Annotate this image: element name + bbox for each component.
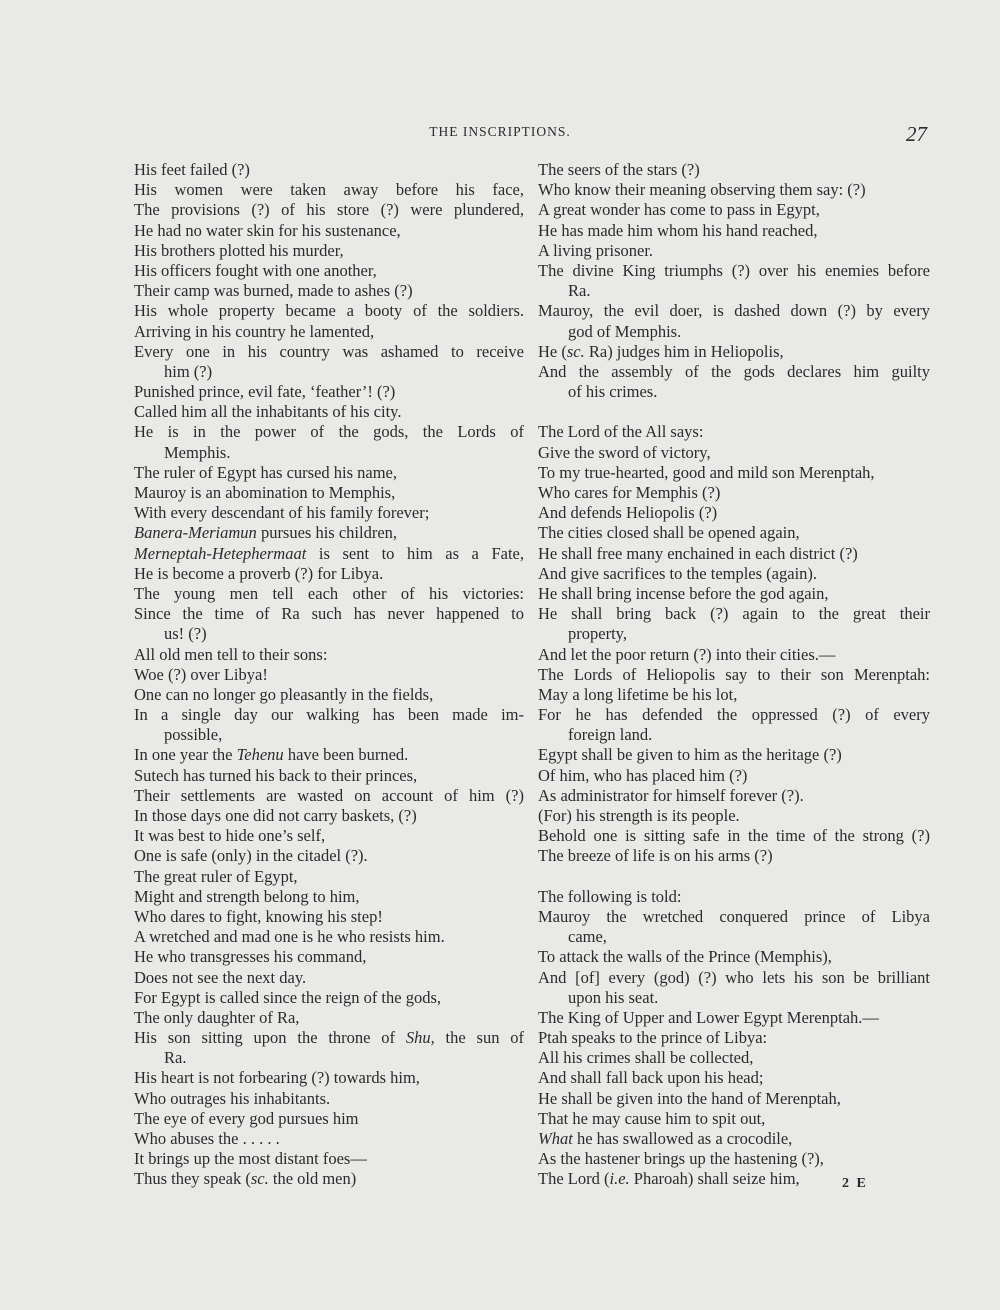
- verse-line: [134, 846, 524, 866]
- verse-line: [538, 503, 930, 523]
- verse-text: His feet failed (?): [134, 160, 250, 179]
- verse-text: came,: [568, 927, 607, 947]
- verse-text: the sun of: [434, 1028, 525, 1048]
- verse-text: Punished prince, evil fate, ‘feather’! (?): [134, 382, 396, 402]
- verse-line: [134, 725, 524, 745]
- verse-line: [134, 1169, 524, 1189]
- verse-text: He shall bring back (?) again to the great their: [538, 604, 930, 624]
- verse-text: As the hastener brings up the hastening (?),: [538, 1149, 824, 1169]
- verse-line: [538, 564, 930, 584]
- verse-text: (For) his strength is its people.: [538, 806, 740, 825]
- verse-line: [538, 685, 930, 705]
- verse-line: [134, 826, 524, 846]
- verse-text: The ruler of Egypt has cursed his name,: [134, 462, 398, 482]
- verse-text: He had no water skin for his sustenance,: [134, 220, 401, 240]
- verse-text: Mauroy is an abomination to Memphis,: [134, 483, 396, 502]
- verse-text: His women were taken away before his face,: [134, 180, 524, 200]
- verse-text: And defends Heliopolis (?): [538, 503, 718, 523]
- signature-mark: 2 E: [842, 1176, 868, 1191]
- verse-line: [538, 988, 930, 1008]
- verse-line: [134, 180, 524, 200]
- verse-line: [538, 604, 930, 624]
- verse-text: is sent to him as a Fate,: [306, 543, 524, 563]
- verse-line: [538, 180, 930, 200]
- verse-text: In one year the: [134, 745, 237, 765]
- verse-text: Sutech has turned his back to their princes,: [134, 765, 418, 785]
- verse-line: [134, 322, 524, 342]
- verse-text: Ra.: [164, 1048, 187, 1068]
- verse-line: [134, 806, 524, 826]
- verse-text: Mauroy, the evil doer, is dashed down (?) by every: [538, 301, 930, 321]
- verse-text: property,: [568, 624, 627, 644]
- verse-line: [538, 745, 930, 765]
- verse-text: of his crimes.: [568, 382, 658, 402]
- verse-line: [134, 665, 524, 685]
- verse-line: [134, 422, 524, 442]
- verse-text: His son sitting upon the throne of: [134, 1028, 406, 1048]
- verse-line: [538, 766, 930, 786]
- verse-line: [538, 947, 930, 967]
- verse-text: Might and strength belong to him,: [134, 886, 360, 906]
- verse-text: And shall fall back upon his head;: [538, 1068, 764, 1088]
- verse-line: [134, 745, 524, 765]
- verse-text: Thus they speak (: [134, 1169, 251, 1189]
- verse-line: [134, 988, 524, 1008]
- verse-line: [538, 544, 930, 564]
- verse-text: The only daughter of Ra,: [134, 1007, 300, 1027]
- verse-line: [538, 968, 930, 988]
- verse-line: [538, 483, 930, 503]
- verse-text: He is in the power of the gods, the Lords of: [134, 422, 524, 442]
- verse-text: Their camp was burned, made to ashes (?): [134, 281, 413, 301]
- verse-line: [134, 160, 524, 180]
- verse-line: [538, 624, 930, 644]
- verse-text: god of Memphis.: [568, 321, 682, 341]
- verse-line: [134, 443, 524, 463]
- page-number: 27: [906, 122, 927, 146]
- verse-line: [538, 342, 930, 362]
- verse-text: Give the sword of victory,: [538, 442, 711, 462]
- verse-text: He is become a proverb (?) for Libya.: [134, 563, 384, 583]
- verse-line: [538, 261, 930, 281]
- verse-line: [134, 786, 524, 806]
- verse-line: [538, 301, 930, 321]
- verse-line: [134, 523, 524, 543]
- verse-line: [538, 1109, 930, 1129]
- verse-text: Who dares to fight, knowing his step!: [134, 906, 383, 926]
- verse-text: Arriving in his country he lamented,: [134, 321, 375, 341]
- verse-text: All his crimes shall be collected,: [538, 1048, 754, 1068]
- verse-line: [538, 1068, 930, 1088]
- verse-line: [538, 725, 930, 745]
- verse-line: [134, 705, 524, 725]
- verse-line: [538, 221, 930, 241]
- verse-line: [134, 887, 524, 907]
- verse-line: [538, 887, 930, 907]
- verse-line: [538, 1129, 930, 1149]
- verse-text: One is safe (only) in the citadel (?).: [134, 846, 368, 866]
- verse-text: One can no longer go pleasantly in the fields,: [134, 684, 434, 704]
- verse-line: [538, 362, 930, 382]
- verse-text: He shall be given into the hand of Merenptah,: [538, 1088, 841, 1108]
- verse-line: [134, 907, 524, 927]
- verse-text: have been burned.: [283, 745, 409, 765]
- verse-text: Pharoah) shall seize him,: [629, 1169, 800, 1189]
- verse-text: His heart is not forbearing (?) towards him,: [134, 1068, 420, 1088]
- verse-text: The young men tell each other of his victories:: [134, 583, 524, 603]
- verse-text: him (?): [164, 361, 213, 381]
- verse-line: [134, 645, 524, 665]
- verse-text: The Lord (: [538, 1169, 610, 1189]
- verse-line: [538, 665, 930, 685]
- verse-line: [134, 604, 524, 624]
- verse-line: [134, 1149, 524, 1169]
- verse-text: Their settlements are wasted on account of him (?): [134, 785, 524, 805]
- verse-line: [538, 1048, 930, 1068]
- verse-line: [134, 927, 524, 947]
- verse-text: The Lords of Heliopolis say to their son Merenptah:: [538, 664, 930, 684]
- right-text-column: [538, 160, 930, 1190]
- italic-name: i.e.: [609, 1169, 630, 1189]
- verse-line: [538, 322, 930, 342]
- verse-text: And give sacrifices to the temples (again).: [538, 563, 818, 583]
- verse-line: [134, 463, 524, 483]
- verse-text: It was best to hide one’s self,: [134, 826, 326, 846]
- verse-text: His officers fought with one another,: [134, 260, 377, 280]
- verse-text: The breeze of life is on his arms (?): [538, 846, 773, 866]
- verse-line: [134, 564, 524, 584]
- italic-name: sc.: [566, 341, 585, 361]
- verse-line: [134, 867, 524, 887]
- verse-line: [538, 1149, 930, 1169]
- verse-text: Woe (?) over Libya!: [134, 664, 268, 684]
- verse-line: [134, 766, 524, 786]
- verse-text: His brothers plotted his murder,: [134, 240, 344, 260]
- verse-text: A wretched and mad one is he who resists him.: [134, 927, 445, 947]
- verse-line: [538, 200, 930, 220]
- verse-line: [538, 846, 930, 866]
- verse-line: [134, 1008, 524, 1028]
- verse-line: [134, 544, 524, 564]
- verse-text: Called him all the inhabitants of his city.: [134, 402, 402, 422]
- verse-line: [134, 342, 524, 362]
- verse-line: [538, 826, 930, 846]
- verse-text: he has swallowed as a crocodile,: [572, 1129, 793, 1148]
- verse-text: And [of] every (god) (?) who lets his son be brilliant: [538, 967, 930, 987]
- verse-text: He shall bring incense before the god again,: [538, 583, 829, 603]
- verse-line: [134, 1068, 524, 1088]
- verse-text: He shall free many enchained in each district (?): [538, 543, 858, 563]
- verse-text: The divine King triumphs (?) over his enemies before: [538, 260, 930, 280]
- verse-text: Since the time of Ra such has never happened to: [134, 604, 524, 624]
- verse-text: That he may cause him to spit out,: [538, 1108, 766, 1128]
- verse-text: As administrator for himself forever (?).: [538, 785, 804, 805]
- verse-text: The Lord of the All says:: [538, 422, 704, 442]
- verse-text: Does not see the next day.: [134, 967, 307, 987]
- verse-text: us! (?): [164, 624, 207, 644]
- verse-text: To attack the walls of the Prince (Memphis),: [538, 947, 832, 967]
- verse-text: The provisions (?) of his store (?) were plundered,: [134, 200, 524, 220]
- verse-text: The following is told:: [538, 886, 682, 906]
- verse-line: [134, 503, 524, 523]
- verse-line: [538, 1008, 930, 1028]
- verse-line: [134, 362, 524, 382]
- verse-text: The eye of every god pursues him: [134, 1108, 359, 1128]
- verse-text: In those days one did not carry baskets, (?): [134, 806, 417, 825]
- verse-line: [538, 806, 930, 826]
- verse-text: May a long lifetime be his lot,: [538, 684, 738, 704]
- verse-text: Ptah speaks to the prince of Libya:: [538, 1028, 768, 1048]
- italic-name: What: [538, 1129, 573, 1148]
- verse-text: the old men): [268, 1169, 357, 1189]
- verse-text: Who know their meaning observing them say: (?): [538, 180, 866, 200]
- verse-line: [538, 281, 930, 301]
- verse-line: [134, 301, 524, 321]
- verse-line: [538, 1169, 930, 1189]
- verse-text: pursues his children,: [256, 523, 398, 543]
- italic-name: Tehenu: [236, 745, 284, 765]
- verse-line: [134, 1129, 524, 1149]
- left-text-column: [134, 160, 524, 1190]
- verse-text: The seers of the stars (?): [538, 160, 700, 179]
- verse-line: [538, 422, 930, 442]
- verse-line: [134, 1048, 524, 1068]
- verse-text: Ra.: [568, 281, 591, 301]
- verse-line: [134, 968, 524, 988]
- verse-text: He who transgresses his command,: [134, 947, 367, 967]
- verse-line: [134, 281, 524, 301]
- verse-text: Who outrages his inhabitants.: [134, 1088, 331, 1108]
- stanza-break: [538, 402, 930, 422]
- verse-line: [134, 241, 524, 261]
- verse-text: Who abuses the . . . . .: [134, 1129, 280, 1148]
- verse-text: Of him, who has placed him (?): [538, 765, 748, 785]
- italic-name: sc.: [250, 1169, 269, 1189]
- verse-line: [538, 927, 930, 947]
- verse-line: [134, 402, 524, 422]
- verse-line: [538, 443, 930, 463]
- verse-text: And the assembly of the gods declares him guilty: [538, 361, 930, 381]
- verse-text: For he has defended the oppressed (?) of every: [538, 705, 930, 725]
- verse-line: [134, 685, 524, 705]
- verse-text: The cities closed shall be opened again,: [538, 523, 800, 543]
- verse-text: His whole property became a booty of the soldiers.: [134, 301, 524, 321]
- verse-text: A living prisoner.: [538, 240, 654, 260]
- verse-line: [538, 463, 930, 483]
- verse-text: In a single day our walking has been made im-: [134, 705, 524, 725]
- verse-line: [538, 1089, 930, 1109]
- verse-line: [134, 1089, 524, 1109]
- italic-name: Merneptah-Hetephermaat: [134, 543, 307, 563]
- verse-line: [538, 241, 930, 261]
- verse-text: Egypt shall be given to him as the heritage (?): [538, 745, 842, 765]
- verse-text: And let the poor return (?) into their cities.—: [538, 644, 836, 664]
- verse-text: Every one in his country was ashamed to receive: [134, 341, 524, 361]
- verse-text: Memphis.: [164, 442, 231, 462]
- verse-line: [538, 584, 930, 604]
- verse-line: [538, 786, 930, 806]
- verse-line: [538, 523, 930, 543]
- verse-text: Who cares for Memphis (?): [538, 483, 721, 502]
- verse-line: [134, 382, 524, 402]
- verse-line: [538, 705, 930, 725]
- verse-line: [134, 947, 524, 967]
- verse-text: It brings up the most distant foes—: [134, 1149, 367, 1169]
- verse-text: He has made him whom his hand reached,: [538, 220, 818, 240]
- verse-line: [134, 483, 524, 503]
- verse-line: [134, 1028, 524, 1048]
- verse-line: [538, 1028, 930, 1048]
- verse-text: A great wonder has come to pass in Egypt,: [538, 200, 820, 220]
- verse-text: upon his seat.: [568, 987, 659, 1007]
- verse-text: With every descendant of his family forever;: [134, 503, 430, 523]
- italic-name: Banera-Meriamun: [134, 523, 257, 543]
- verse-text: The King of Upper and Lower Egypt Merenptah.—: [538, 1007, 879, 1027]
- verse-text: He (: [538, 341, 567, 361]
- verse-line: [538, 907, 930, 927]
- verse-line: [538, 160, 930, 180]
- verse-line: [538, 645, 930, 665]
- verse-text: Mauroy the wretched conquered prince of Libya: [538, 906, 930, 926]
- verse-text: To my true-hearted, good and mild son Merenptah,: [538, 462, 875, 482]
- verse-text: All old men tell to their sons:: [134, 644, 328, 664]
- running-title: THE INSCRIPTIONS.: [429, 124, 571, 139]
- italic-name: Shu,: [405, 1028, 435, 1048]
- verse-line: [538, 382, 930, 402]
- verse-text: possible,: [164, 725, 223, 745]
- verse-text: Behold one is sitting safe in the time of the strong (?): [538, 826, 930, 846]
- verse-line: [134, 221, 524, 241]
- verse-line: [134, 1109, 524, 1129]
- verse-line: [134, 624, 524, 644]
- verse-line: [134, 200, 524, 220]
- verse-text: foreign land.: [568, 725, 653, 745]
- verse-line: [134, 261, 524, 281]
- verse-line: [134, 584, 524, 604]
- stanza-break: [538, 867, 930, 887]
- verse-text: Ra) judges him in Heliopolis,: [584, 341, 784, 361]
- verse-text: The great ruler of Egypt,: [134, 866, 298, 886]
- verse-text: For Egypt is called since the reign of the gods,: [134, 987, 442, 1007]
